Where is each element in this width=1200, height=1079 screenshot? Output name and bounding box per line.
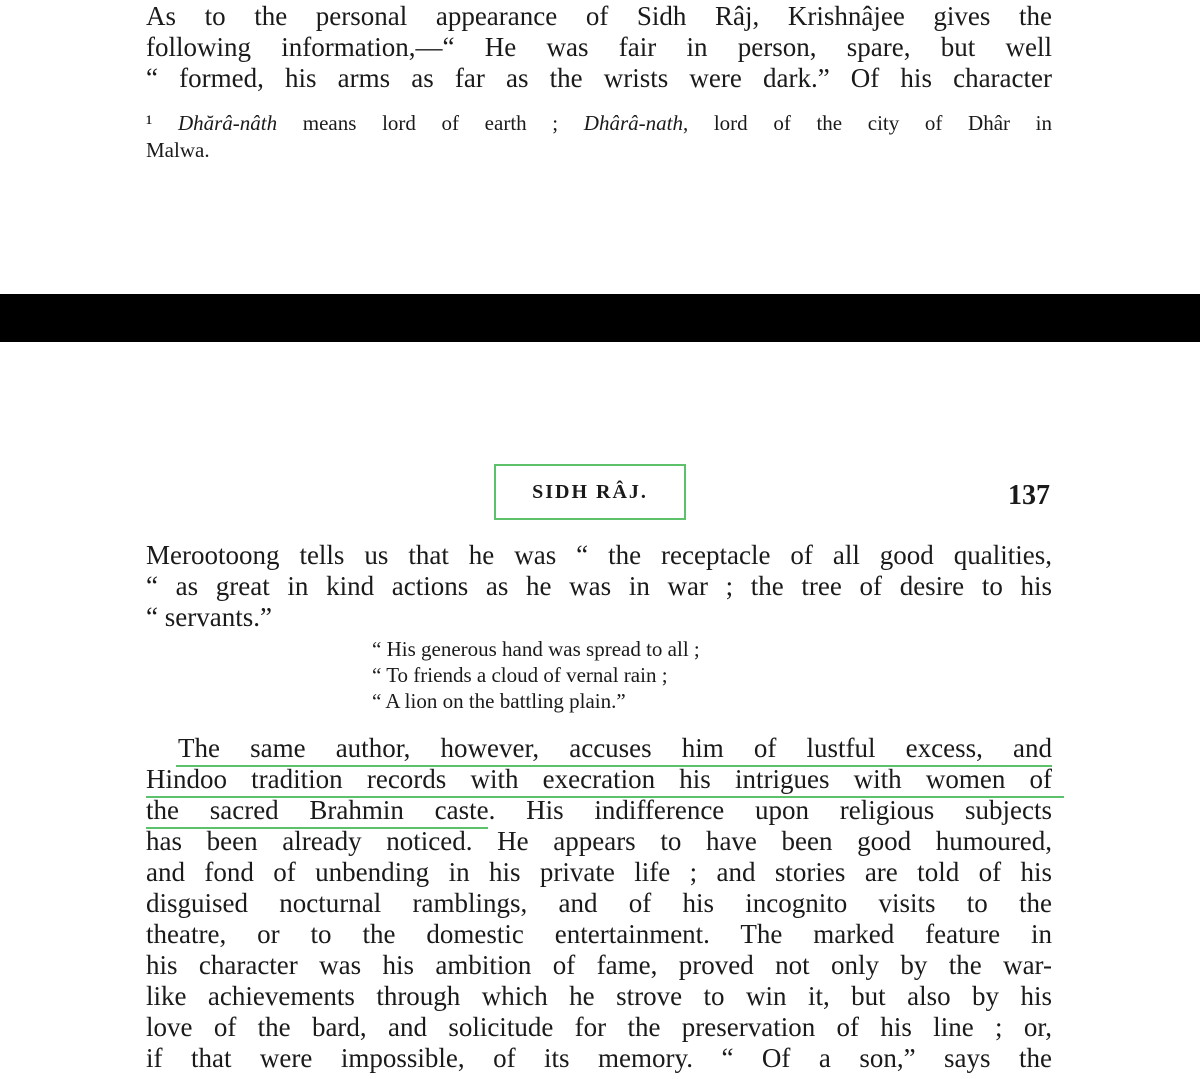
text-line: “ formed, his arms as far as the wrists were dark.” Of his character	[146, 63, 1052, 93]
text-line: love of the bard, and solicitude for the preservation of his line ; or,	[146, 1012, 1052, 1042]
text-line: disguised nocturnal ramblings, and of his incognito visits to the	[146, 888, 1052, 918]
text-line: The same author, however, accuses him of lustful excess, and	[178, 733, 1052, 763]
text-line: Hindoo tradition records with execration his intrigues with women of	[146, 764, 1052, 794]
footnote-marker: ¹	[146, 111, 153, 135]
verse-line: “ A lion on the battling plain.”	[372, 689, 626, 713]
page-number: 137	[1008, 480, 1050, 511]
bottom-page	[0, 342, 1200, 1079]
verse-line: “ His generous hand was spread to all ;	[372, 637, 700, 661]
text-line: “ servants.”	[146, 602, 272, 632]
footnote-term: Dhărâ-nâth	[177, 111, 278, 135]
footnote-line: Malwa.	[146, 138, 210, 162]
verse-line: “ To friends a cloud of vernal rain ;	[372, 663, 668, 687]
text-line: if that were impossible, of its memory. “ Of a son,” says the	[146, 1043, 1052, 1073]
footnote-line	[146, 110, 1052, 136]
text-line: has been already noticed. He appears to have been good humoured,	[146, 826, 1052, 856]
running-head-text: SIDH RÂJ.	[532, 480, 648, 503]
text-line: and fond of unbending in his private life ; and stories are told of his	[146, 857, 1052, 887]
text-line: theatre, or to the domestic entertainment. The marked feature in	[146, 919, 1052, 949]
text-line: Merootoong tells us that he was “ the receptacle of all good qualities,	[146, 540, 1052, 570]
text-line: the sacred Brahmin caste. His indifference upon religious subjects	[146, 795, 1052, 825]
running-head	[494, 464, 686, 520]
text-line: “ as great in kind actions as he was in war ; the tree of desire to his	[146, 571, 1052, 601]
footnote-text: means lord of earth ;	[277, 111, 584, 135]
text-line: his character was his ambition of fame, proved not only by the war-	[146, 950, 1052, 980]
footnote-text: , lord of the city of Dhâr in	[682, 111, 1052, 135]
top-page-fragment	[0, 0, 1200, 294]
text-line: following information,—“ He was fair in person, spare, but well	[146, 32, 1052, 62]
footnote-term: Dhârâ-nath	[583, 111, 683, 135]
page-divider	[0, 294, 1200, 342]
text-line: As to the personal appearance of Sidh Râj, Krishnâjee gives the	[146, 1, 1052, 31]
text-line: like achievements through which he strove to win it, but also by his	[146, 981, 1052, 1011]
